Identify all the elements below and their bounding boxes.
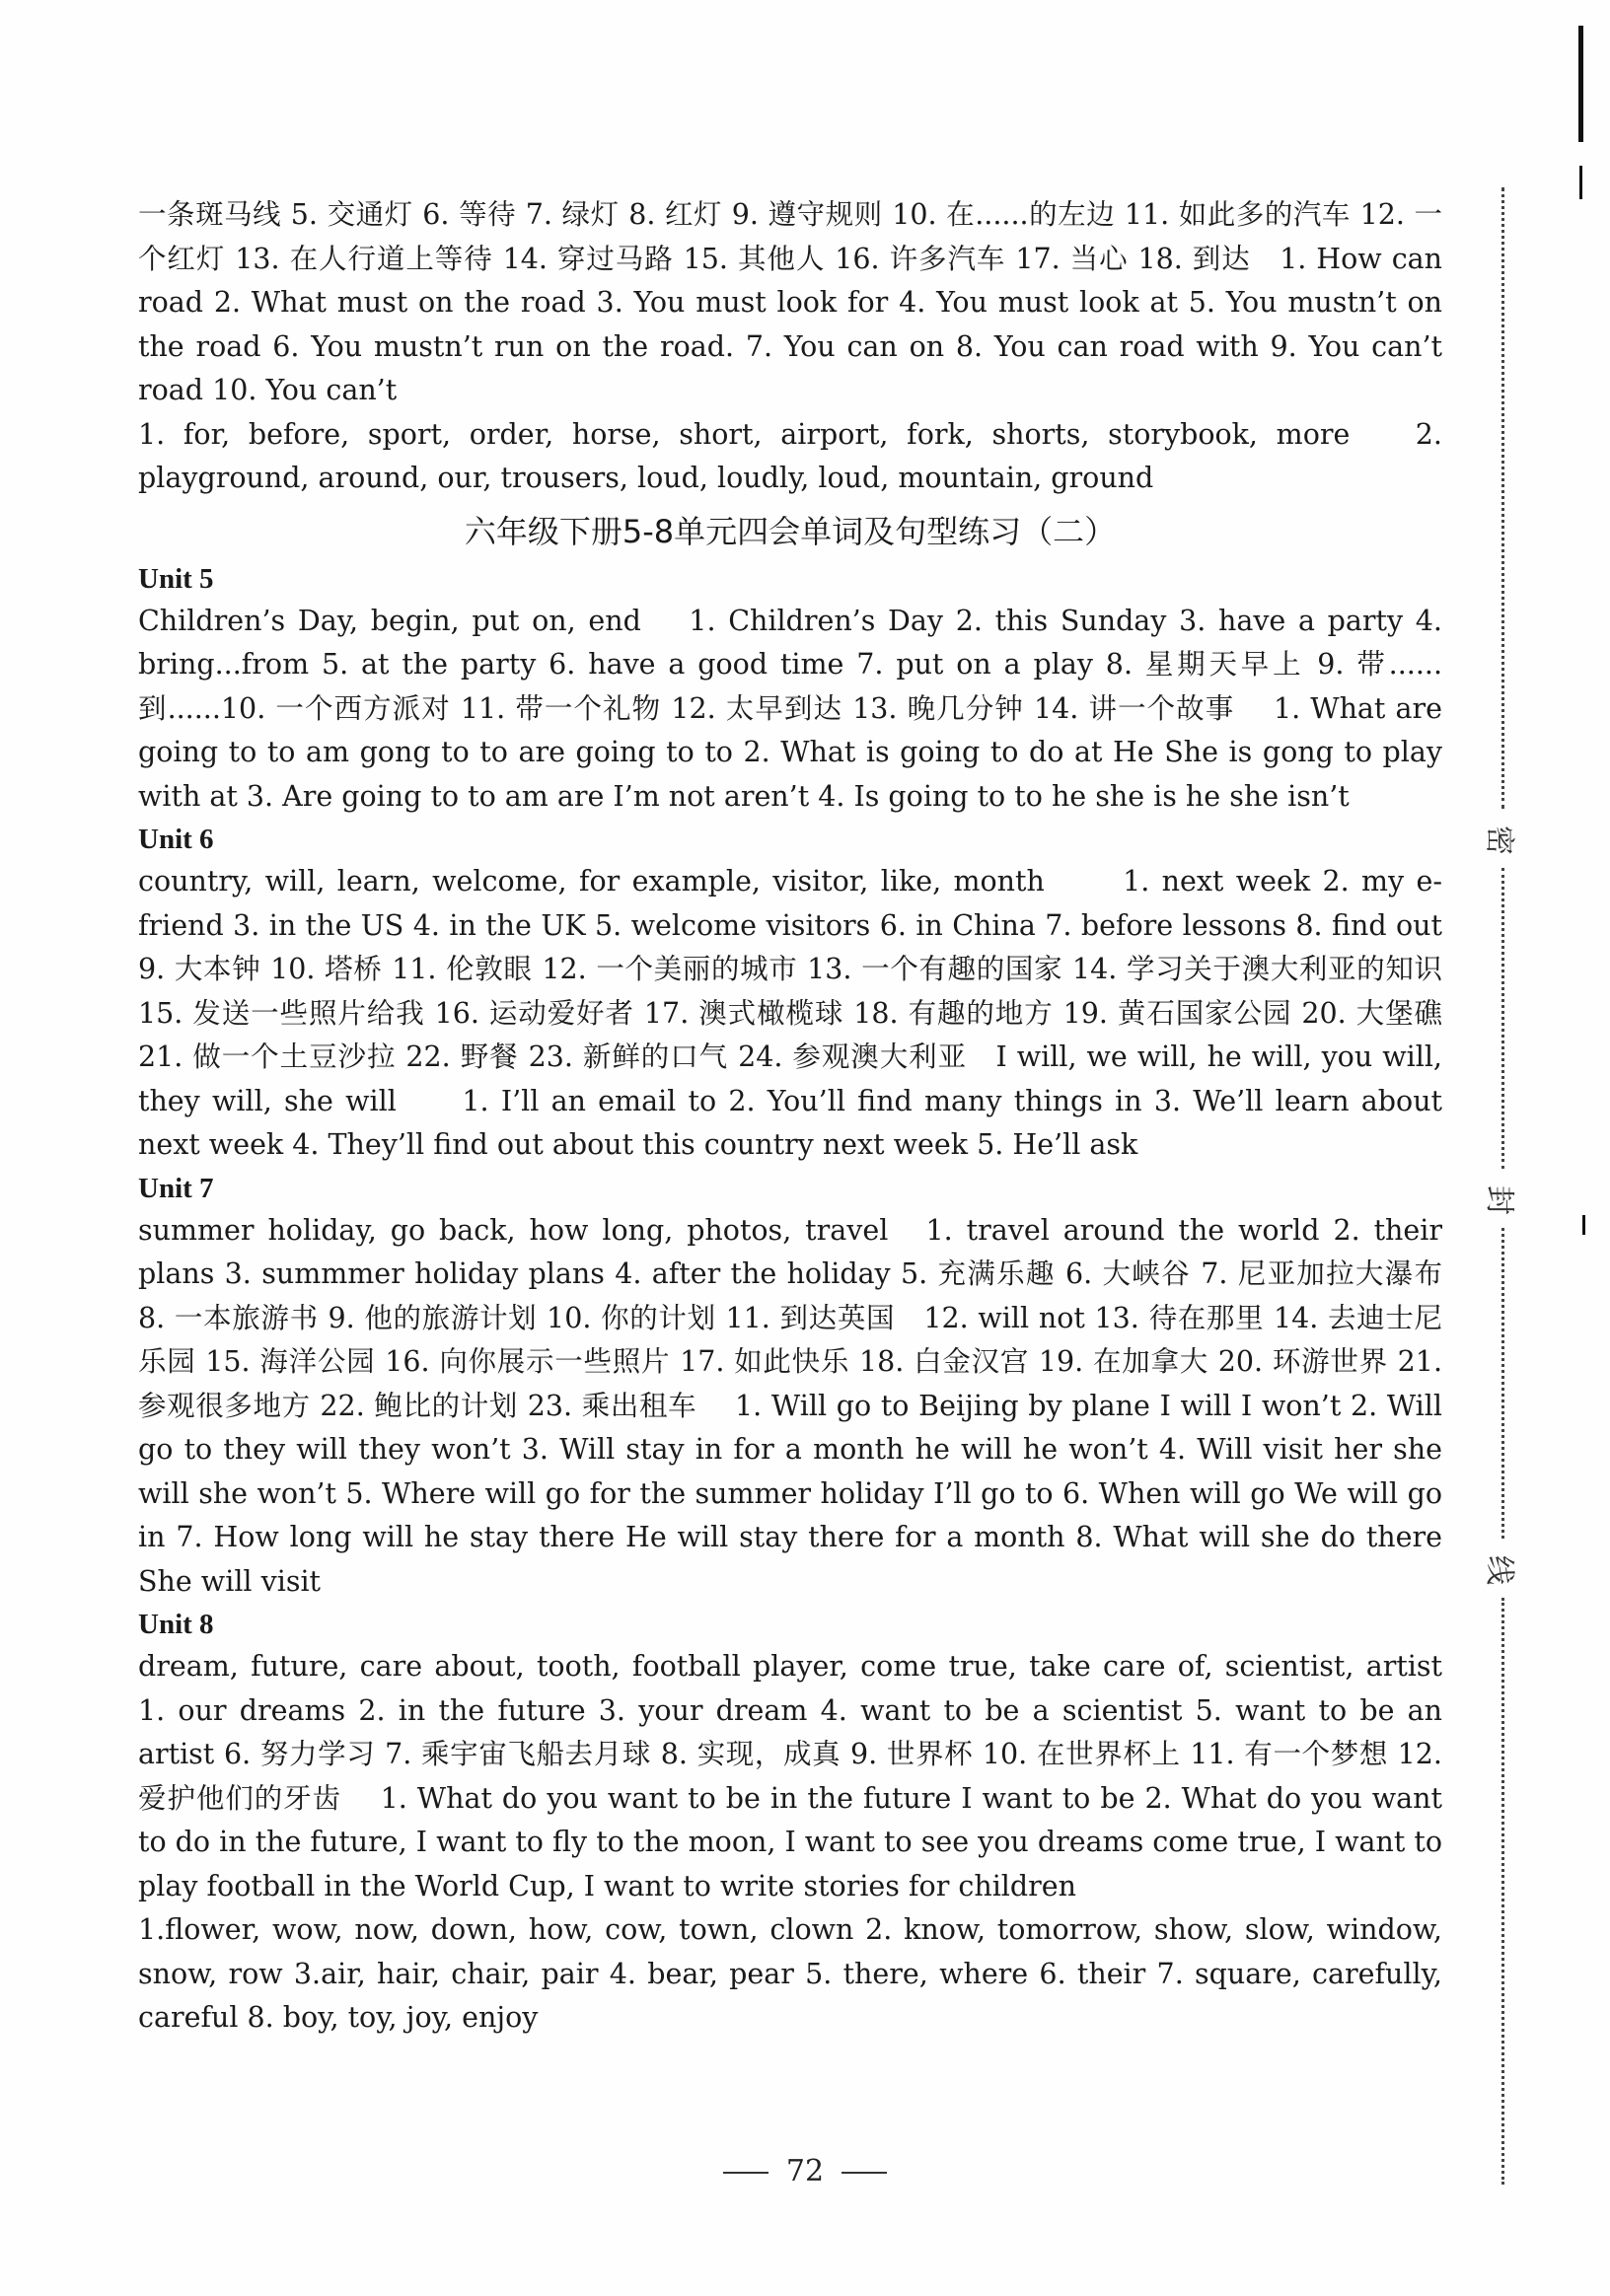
unit-5-heading: Unit 5: [138, 562, 214, 595]
unit-5-answers: Children’s Day, begin, put on, end 1. Children’s Day 2. this Sunday 3. have a party 4. bring...from 5. at the party 6. have a good time 7. put on a play 8. 星期天早上 9. 带......到......10. 一个西方派对 11. 带一个礼物 12. 太早到达 13. 晚几分钟 14. 讲一个故事 1. What are going to to am gong to to are going to to 2. What is going to do at He She is gong to play with at 3. Are going to to am are I’m not aren’t 4. Is going to to he she is he she isn’t: [138, 604, 1442, 813]
scan-edge-mark-top: [1578, 26, 1583, 142]
unit-6-answers: country, will, learn, welcome, for example, visitor, like, month 1. next week 2. my e-friend 3. in the US 4. in the UK 5. welcome visitors 6. in China 7. before lessons 8. find out 9. 大本钟 10. 塔桥 11. 伦敦眼 12. 一个美丽的城市 13. 一个有趣的国家 14. 学习关于澳大利亚的知识 15. 发送一些照片给我 16. 运动爱好者 17. 澳式橄榄球 18. 有趣的地方 19. 黄石国家公园 20. 大堡礁 21. 做一个土豆沙拉 22. 野餐 23. 新鲜的口气 24. 参观澳大利亚 I will, we will, he will, you will, they will, she will 1. I’ll an email to 2. You’ll find many things in 3. We’ll learn about next week 4. They’ll find out about this country next week 5. He’ll ask: [138, 865, 1442, 1161]
answer-paragraph-unit4-words: 一条斑马线 5. 交通灯 6. 等待 7. 绿灯 8. 红灯 9. 遵守规则 10. 在......的左边 11. 如此多的汽车 12. 一个红灯 13. 在人行道上等待 14. 穿过马路 15. 其他人 16. 许多汽车 17. 当心 18. 到达 1. How can road 2. What must on the road 3. You must look for 4. You must look at 5. You mustn’t on the road 6. You mustn’t run on the road. 7. You can on 8. You can road with 9. You can’t road 10. You can’t: [138, 198, 1442, 406]
binding-char-mi: 密: [1482, 825, 1516, 855]
unit-7-heading: Unit 7: [138, 1172, 214, 1204]
binding-dotted-line-4: [1501, 1598, 1504, 2185]
unit-8-heading: Unit 8: [138, 1609, 214, 1640]
scan-edge-mark-small: [1579, 166, 1582, 199]
unit-6-heading: Unit 6: [138, 824, 214, 855]
binding-dotted-line-3: [1501, 1228, 1504, 1539]
binding-char-xian: 线: [1482, 1555, 1516, 1585]
answer-content: [138, 193, 1500, 2041]
answer-paragraph-unit4-phonics: 1. for, before, sport, order, horse, short, airport, fork, shorts, storybook, more 2. playground, around, our, trousers, loud, loudly, loud, mountain, ground: [138, 417, 1442, 494]
section-title: 六年级下册5-8单元四会单词及句型练习（二）: [464, 512, 1117, 550]
page-number: [0, 2154, 1610, 2188]
binding-char-feng: 封: [1482, 1185, 1516, 1215]
page-number-dash-right: [842, 2172, 887, 2174]
page-number-value: 72: [785, 2154, 825, 2188]
binding-dotted-line-2: [1501, 868, 1504, 1169]
page-number-dash-left: [723, 2172, 768, 2174]
unit-8-answers: dream, future, care about, tooth, football player, come true, take care of, scientist, artist 1. our dreams 2. in the future 3. your dream 4. want to be a scientist 5. want to be an artist 6. 努力学习 7. 乘宇宙飞船去月球 8. 实现，成真 9. 世界杯 10. 在世界杯上 11. 有一个梦想 12. 爱护他们的牙齿 1. What do you want to be in the future I want to be 2. What do you want to do in the future, I want to fly to the moon, I want to see you dreams come true, I want to play football in the World Cup, I want to write stories for children: [138, 1650, 1500, 1902]
scan-edge-mark-mid: [1582, 1215, 1585, 1235]
phonics-answers: 1.flower, wow, now, down, how, cow, town, clown 2. know, tomorrow, show, slow, window, snow, row 3.air, hair, chair, pair 4. bear, pear 5. there, where 6. their 7. square, carefully, careful 8. boy, toy, joy, enjoy: [138, 1913, 1442, 2034]
binding-dotted-line-1: [1501, 187, 1504, 809]
unit-7-answers: summer holiday, go back, how long, photos, travel 1. travel around the world 2. their plans 3. summmer holiday plans 4. after the holiday 5. 充满乐趣 6. 大峡谷 7. 尼亚加拉大瀑布 8. 一本旅游书 9. 他的旅游计划 10. 你的计划 11. 到达英国 12. will not 13. 待在那里 14. 去迪士尼乐园 15. 海洋公园 16. 向你展示一些照片 17. 如此快乐 18. 白金汉宫 19. 在加拿大 20. 环游世界 21. 参观很多地方 22. 鲍比的计划 23. 乘出租车 1. Will go to Beijing by plane I will I won’t 2. Will go to they will they won’t 3. Will stay in for a month he will he won’t 4. Will visit her she will she won’t 5. Where will go for the summer holiday I’ll go to 6. When will go We will go in 7. How long will he stay there He will stay there for a month 8. What will she do there She will visit: [138, 1213, 1442, 1598]
